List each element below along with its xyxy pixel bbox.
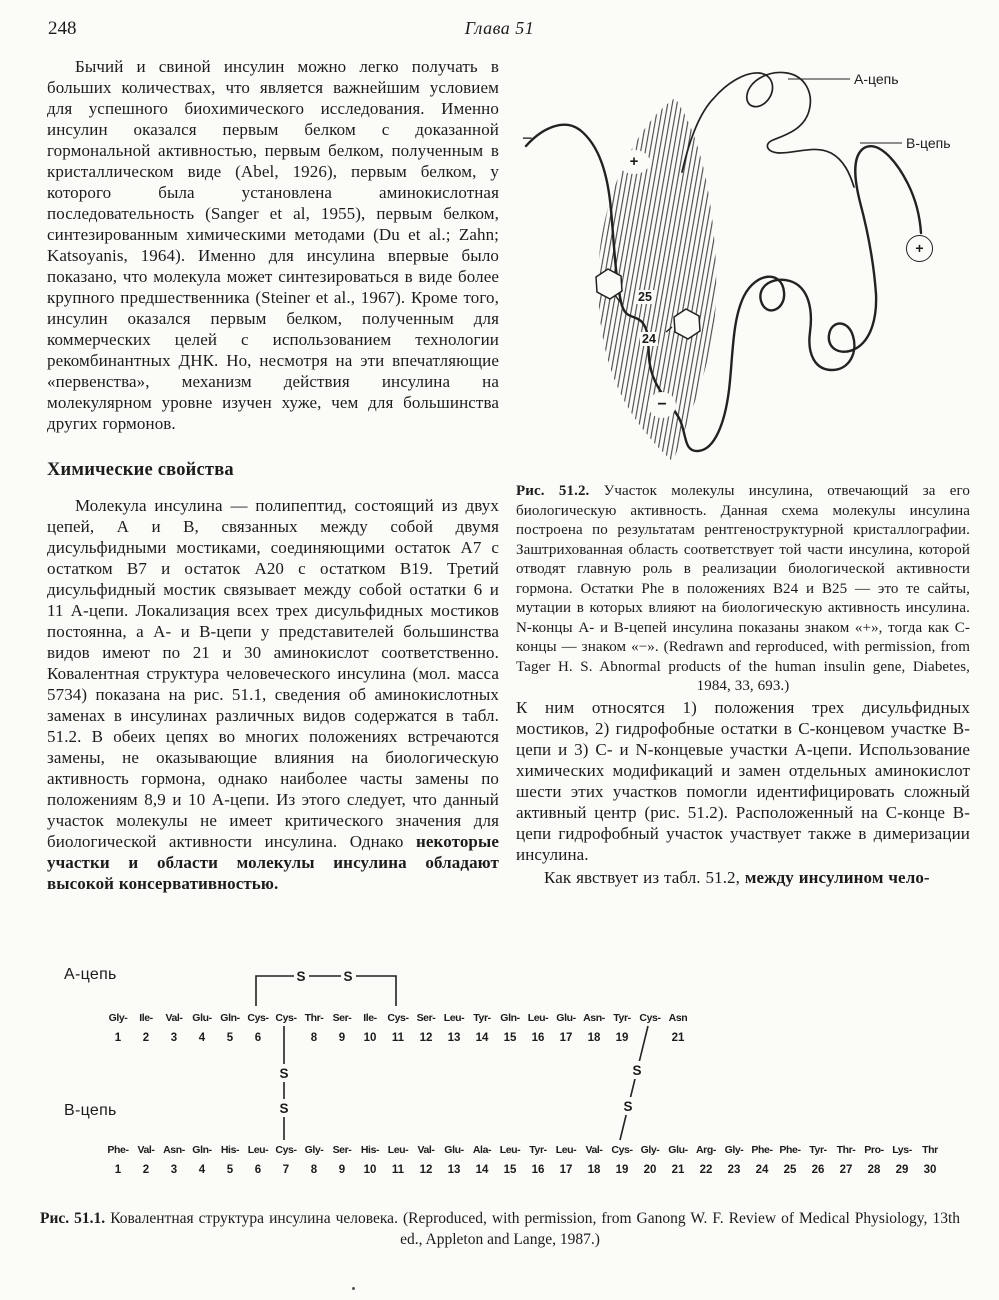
residue-number: 19: [615, 1164, 629, 1176]
residue-number: 14: [475, 1164, 489, 1176]
b-chain-path: [526, 125, 921, 451]
residue-name: Gly-: [108, 1012, 128, 1024]
residue-cell: [412, 1144, 440, 1178]
residue-cell: [468, 1012, 496, 1046]
residue-cell: [636, 1144, 664, 1178]
sulfur-label: S: [632, 1063, 642, 1078]
residue-name: Gln-: [220, 1012, 240, 1024]
residue-name: Val-: [137, 1144, 155, 1156]
residue-name: Gln-: [500, 1012, 520, 1024]
a6-a11-disulfide-bracket: [256, 976, 396, 1006]
residue-name: Ser-: [416, 1012, 436, 1024]
para4-text: Как явствует из табл. 51.2,: [544, 867, 745, 887]
residue-cell: [188, 1012, 216, 1046]
residue-name: Thr-: [304, 1012, 324, 1024]
residue-cell: [552, 1012, 580, 1046]
residue-cell: [132, 1012, 160, 1046]
n-terminus-plus-sign: +: [622, 151, 646, 172]
residue-cell: [272, 1012, 300, 1046]
residue-cell: [300, 1144, 328, 1178]
residue-cell: [412, 1012, 440, 1046]
residue-cell: [496, 1144, 524, 1178]
residue-name: Phe-: [107, 1144, 129, 1156]
residue-number: 23: [727, 1164, 741, 1176]
residue-cell: [804, 1144, 832, 1178]
residue-cell: [328, 1012, 356, 1046]
residue-number: 30: [923, 1164, 937, 1176]
sulfur-label: S: [296, 969, 306, 984]
residue-cell: [104, 1012, 132, 1046]
residue-number: 27: [839, 1164, 853, 1176]
scan-artifact-dot: [352, 1287, 355, 1290]
right-column: [516, 52, 970, 888]
residue-cell: [384, 1144, 412, 1178]
residue-cell: [608, 1144, 636, 1178]
residue-name: His-: [360, 1144, 380, 1156]
residue-cell: [272, 1144, 300, 1178]
residue-name: Phe-: [779, 1144, 801, 1156]
figure-51-2-label: Рис. 51.2.: [516, 483, 590, 499]
residue-name: Cys-: [275, 1144, 297, 1156]
residue-name: Asn-: [163, 1144, 185, 1156]
residue-name: Cys-: [611, 1144, 633, 1156]
b-chain-label: В-цепь: [906, 135, 951, 151]
residue-name: Pro-: [864, 1144, 884, 1156]
residue-cell: [300, 1012, 328, 1046]
residue-name: Tyr-: [809, 1144, 827, 1156]
residue-number: 3: [170, 1032, 178, 1044]
a-chain-row-label: А-цепь: [64, 966, 117, 983]
residue-number: 16: [531, 1164, 545, 1176]
residue-number: 2: [142, 1032, 150, 1044]
residue-cell: [328, 1144, 356, 1178]
residue-name: Glu-: [668, 1144, 688, 1156]
sulfur-label: S: [343, 969, 353, 984]
chapter-header: Глава 51: [464, 18, 535, 38]
residue-name: Gly-: [724, 1144, 744, 1156]
residue-cell: [132, 1144, 160, 1178]
residue-number: 18: [587, 1164, 601, 1176]
residue-number: 8: [310, 1164, 318, 1176]
para2-bold-text: некоторые участки и области молекулы инсулина обладают высокой консервативностью.: [47, 832, 499, 893]
para2-text: Молекула инсулина — полипептид, состоящий из двух цепей, А и В, связанных между собой двумя дисульфидными мостиками, соединяющими остаток А7 с остатком В7 и остаток А20 с остатком В19. Третий дисульфидный мостик связывает между собой остатки 6 и 11 А-цепи. Локализация всех трех дисульфидных мостиков постоянна, а А- и В-цепи у представителей большинства видов имеют по 21 и 30 аминокислот соответственно. Ковалентная структура человеческого инсулина (мол. масса 5734) показана на рис. 51.1, сведения об аминокислотных заменах в инсулинах различных видов содержатся в табл. 51.2. В обеих цепях во многих положениях встречаются замены, не оказывающие влияния на биологическую активность гормона, однако наиболее часты замены по положениям 8,9 и 10 А-цепи. Из этого следует, что данный участок молекулы не имеет критического значения для биологической активности инсулина. Однако: [47, 496, 499, 851]
residue-cell: [356, 1012, 384, 1046]
residue-cell: [552, 1144, 580, 1178]
a-chain-path: [682, 73, 854, 187]
residue-25-label: 25: [638, 290, 652, 304]
n-terminus-plus-circled: +: [906, 235, 933, 262]
residue-name: Phe-: [751, 1144, 773, 1156]
residue-number: 12: [419, 1032, 433, 1044]
residue-number: 29: [895, 1164, 909, 1176]
residue-number: [272, 1032, 300, 1046]
sulfur-label: S: [623, 1099, 633, 1114]
residue-name: Thr: [922, 1144, 938, 1156]
residue-number: 13: [447, 1032, 461, 1044]
residue-number: 3: [170, 1164, 178, 1176]
residue-number: 10: [363, 1164, 377, 1176]
left-column: [47, 56, 499, 894]
residue-number: 12: [419, 1164, 433, 1176]
residue-name: Glu-: [444, 1144, 464, 1156]
residue-number: 9: [338, 1032, 346, 1044]
residue-number: 1: [114, 1032, 122, 1044]
residue-cell: [608, 1012, 636, 1046]
residue-number: 28: [867, 1164, 881, 1176]
residue-name: Lys-: [892, 1144, 912, 1156]
residue-number: 16: [531, 1032, 545, 1044]
residue-cell: [384, 1012, 412, 1046]
residue-name: Cys-: [387, 1012, 409, 1024]
body-paragraph-2: [47, 495, 499, 894]
residue-number: 21: [671, 1032, 685, 1044]
c-terminus-minus-sign: −: [522, 128, 533, 148]
residue-number: 4: [198, 1164, 206, 1176]
a-chain-label: А-цепь: [854, 71, 899, 87]
residue-name: Ala-: [472, 1144, 492, 1156]
residue-name: Leu-: [443, 1012, 465, 1024]
residue-cell: [748, 1144, 776, 1178]
figure-51-1-label: Рис. 51.1.: [40, 1209, 106, 1227]
residue-cell: [188, 1144, 216, 1178]
residue-name: Gly-: [304, 1144, 324, 1156]
residue-name: Glu-: [192, 1012, 212, 1024]
residue-name: Ser-: [332, 1012, 352, 1024]
residue-cell: [580, 1144, 608, 1178]
residue-number: 4: [198, 1032, 206, 1044]
residue-cell: [692, 1144, 720, 1178]
residue-number: 22: [699, 1164, 713, 1176]
residue-cell: [244, 1012, 272, 1046]
residue-name: Leu-: [387, 1144, 409, 1156]
body-paragraph-1: [47, 56, 499, 434]
page-number: 248: [48, 18, 77, 39]
residue-number: 21: [671, 1164, 685, 1176]
residue-name: Arg-: [696, 1144, 716, 1156]
residue-name: Val-: [585, 1144, 603, 1156]
residue-number: 15: [503, 1164, 517, 1176]
residue-number: 19: [615, 1032, 629, 1044]
sulfur-label: S: [279, 1101, 289, 1116]
residue-number: 25: [783, 1164, 797, 1176]
b-chain-row-label: В-цепь: [64, 1102, 117, 1119]
figure-caption-51-2: [516, 482, 970, 697]
residue-name: Leu-: [555, 1144, 577, 1156]
residue-cell: [356, 1144, 384, 1178]
residue-name: Val-: [165, 1012, 183, 1024]
residue-cell: [664, 1012, 692, 1046]
residue-24-label: 24: [642, 332, 656, 346]
residue-name: Thr-: [836, 1144, 856, 1156]
residue-cell: [860, 1144, 888, 1178]
residue-name: Ser-: [332, 1144, 352, 1156]
residue-number: 13: [447, 1164, 461, 1176]
residue-cell: [524, 1012, 552, 1046]
residue-cell: [216, 1012, 244, 1046]
figure-51-1-caption-text: Ковалентная структура инсулина человека. (Reproduced, with permission, from Ganong W. F. Review of Medical Physiology, 13th ed., Appleton and Lange, 1987.): [105, 1209, 960, 1248]
residue-name: Tyr-: [473, 1012, 491, 1024]
residue-cell: [888, 1144, 916, 1178]
residue-cell: [664, 1144, 692, 1178]
residue-cell: [496, 1012, 524, 1046]
residue-cell: [440, 1144, 468, 1178]
residue-name: Tyr-: [529, 1144, 547, 1156]
residue-number: 15: [503, 1032, 517, 1044]
residue-cell: [244, 1144, 272, 1178]
residue-cell: [916, 1144, 944, 1178]
residue-number: 20: [643, 1164, 657, 1176]
residue-name: Cys-: [247, 1012, 269, 1024]
para1-text: Бычий и свиной инсулин можно легко получать в больших количествах, что является важнейшим условием для успешного биохимического исследования. Именно инсулин оказался первым белком с доказанной гормональной активностью, первым белком, полученным в кристаллическом виде (Abel, 1926), первым белком, у которого была установлена аминокислотная последовательность (Sanger et al, 1955), первым белком, синтезированным химическими методами (Du et al.; Zahn; Katsoyanis, 1964). Именно для инсулина впервые было показано, что молекула может синтезироваться в виде более крупного предшественника (Steiner et al., 1967). Кроме того, инсулин оказался первым белком, полученным для коммерческих целей с использованием технологии рекомбинантных ДНК. Но, несмотря на эти впечатляющие «первенства», механизм действия инсулина на молекулярном уровне изучен хуже, чем для большинства других гормонов.: [47, 57, 499, 433]
para3-text: К ним относятся 1) положения трех дисульфидных мостиков, 2) гидрофобные остатки в С-концевом участке В-цепи и 3) С- и N-концевые участки А-цепи. Использование химических модификаций и замен отдельных аминокислот шести этих участков помогли идентифицировать сложный активный центр (рис. 51.2). Расположенный на С-конце В-цепи гидрофобный участок участвует также в димеризации инсулина.: [516, 697, 970, 864]
residue-number: 1: [114, 1164, 122, 1176]
residue-cell: [160, 1012, 188, 1046]
residue-number: 7: [282, 1164, 290, 1176]
residue-cell: [468, 1144, 496, 1178]
residue-cell: [440, 1012, 468, 1046]
residue-number: 8: [310, 1032, 318, 1044]
figure-caption-51-1: [40, 1208, 960, 1250]
residue-name: Leu-: [247, 1144, 269, 1156]
residue-name: Gln-: [192, 1144, 212, 1156]
residue-number: [636, 1032, 664, 1046]
residue-number: 6: [254, 1032, 262, 1044]
body-paragraph-4: [516, 867, 970, 888]
residue-number: 18: [587, 1032, 601, 1044]
residue-number: 26: [811, 1164, 825, 1176]
residue-name: Ile-: [363, 1012, 377, 1024]
b-chain-sequence: [104, 1144, 944, 1178]
residue-name: Cys-: [275, 1012, 297, 1024]
residue-number: 24: [755, 1164, 769, 1176]
residue-name: Asn-: [583, 1012, 605, 1024]
residue-number: 11: [391, 1032, 405, 1044]
residue-number: 2: [142, 1164, 150, 1176]
residue-name: Ile-: [139, 1012, 153, 1024]
sulfur-label: S: [279, 1066, 289, 1081]
residue-name: Leu-: [499, 1144, 521, 1156]
residue-name: Cys-: [639, 1012, 661, 1024]
residue-cell: [104, 1144, 132, 1178]
residue-cell: [524, 1144, 552, 1178]
residue-name: Leu-: [527, 1012, 549, 1024]
section-heading: Химические свойства: [47, 460, 234, 480]
para4-bold-text: между инсулином чело-: [744, 867, 930, 887]
residue-number: 17: [559, 1164, 573, 1176]
residue-number: 11: [391, 1164, 405, 1176]
residue-name: His-: [220, 1144, 240, 1156]
residue-cell: [160, 1144, 188, 1178]
body-paragraph-3: [516, 697, 970, 865]
residue-cell: [832, 1144, 860, 1178]
residue-number: 14: [475, 1032, 489, 1044]
residue-name: Asn: [668, 1012, 688, 1024]
residue-cell: [636, 1012, 664, 1046]
residue-number: 6: [254, 1164, 262, 1176]
c-terminus-minus-oval: −: [648, 392, 676, 418]
residue-name: Tyr-: [613, 1012, 631, 1024]
residue-cell: [216, 1144, 244, 1178]
residue-name: Gly-: [640, 1144, 660, 1156]
figure-51-2-caption-text: Участок молекулы инсулина, отвечающий за его биологическую активность. Данная схема молекулы инсулина построена по результатам рентгеноструктурной кристаллографии. Заштрихованная область соответствует той части инсулина, которой отводят главную роль в реализации биологической активности гормона. Остатки Phe в положениях В24 и В25 — это те сайты, мутации в которых влияют на биологическую активность инсулина. N-концы А- и В-цепей инсулина показаны знаком «+», тогда как С-концы — знаком «−». (Redrawn and reproduced, with permission, from Tager H. S. Abnormal products of the human insulin gene, Diabetes, 1984, 33, 693.): [516, 483, 971, 694]
insulin-molecule-drawing: [516, 52, 986, 472]
residue-number: 9: [338, 1164, 346, 1176]
residue-number: 5: [226, 1164, 234, 1176]
figure-51-1: [40, 956, 960, 1188]
a-chain-sequence: [104, 1012, 692, 1046]
figure-51-2: [516, 52, 986, 472]
residue-number: 17: [559, 1032, 573, 1044]
residue-cell: [580, 1012, 608, 1046]
residue-name: Val-: [417, 1144, 435, 1156]
residue-number: 5: [226, 1032, 234, 1044]
residue-name: Glu-: [556, 1012, 576, 1024]
residue-number: 10: [363, 1032, 377, 1044]
residue-cell: [720, 1144, 748, 1178]
residue-cell: [776, 1144, 804, 1178]
